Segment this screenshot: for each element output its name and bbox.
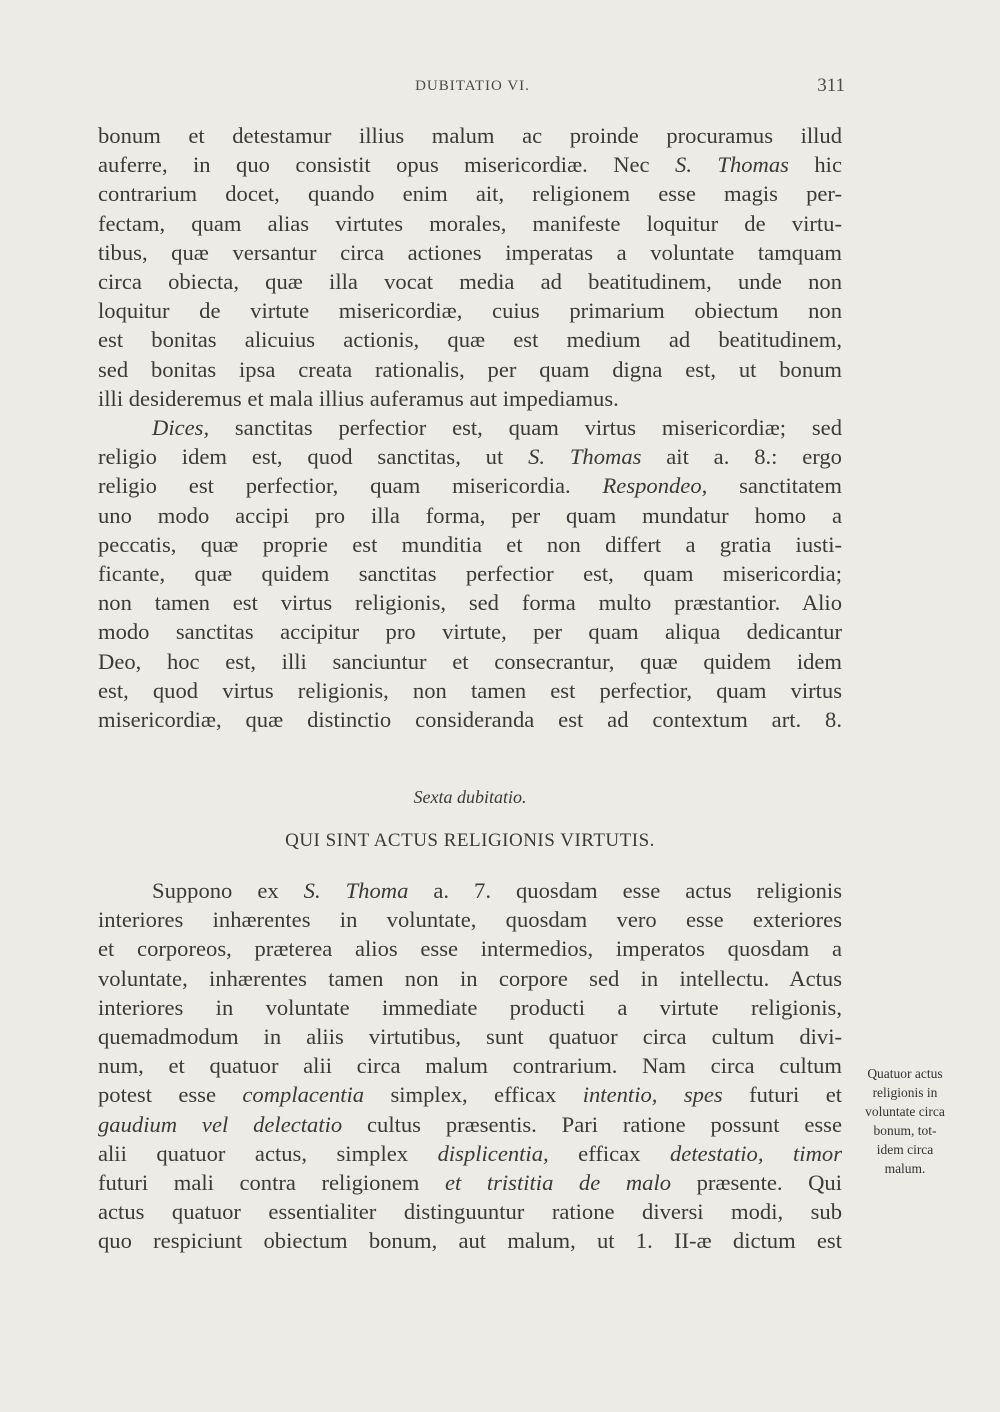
text-line: non tamen est virtus religionis, sed forma multo præstantior. Alio <box>98 590 842 616</box>
section-subtitle: Sexta dubitatio. <box>413 787 527 807</box>
text-line: misericordiæ, quæ distinctio consideranda est ad contextum art. 8. <box>98 707 842 733</box>
running-head-title: DUBITATIO VI. <box>415 78 530 94</box>
text-line: interiores in voluntate immediate producti a virtute religionis, <box>98 994 842 1020</box>
running-head <box>100 72 845 102</box>
text-line: contrarium docet, quando enim ait, religionem esse magis per- <box>98 181 842 207</box>
margin-note <box>846 1064 964 1178</box>
text-line: bonum et detestamur illius malum ac proinde procuramus illud <box>98 123 842 148</box>
text-line: potest esse complacentia simplex, efficax intentio, spes futuri et <box>98 1082 842 1108</box>
text-line: num, et quatuor alii circa malum contrarium. Nam circa cultum <box>98 1053 842 1079</box>
text-line: circa obiecta, quæ illa vocat media ad beatitudinem, unde non <box>98 269 842 295</box>
margin-note-line: malum. <box>884 1161 926 1176</box>
text-line: religio est perfectior, quam misericordia. Respondeo, sanctitatem <box>98 473 842 499</box>
text-line: actus quatuor essentialiter distinguuntur ratione diversi modi, sub <box>98 1199 842 1225</box>
text-line: peccatis, quæ proprie est munditia et non differt a gratia iusti- <box>98 531 842 557</box>
margin-note-line: idem circa <box>876 1142 934 1157</box>
page-number: 311 <box>817 75 845 96</box>
section-title: QUI SINT ACTUS RELIGIONIS VIRTUTIS. <box>285 830 655 851</box>
text-line: est bonitas alicuius actionis, quæ est medium ad beatitudinem, <box>98 327 842 353</box>
margin-note-line: religionis in <box>872 1085 938 1100</box>
text-line: est, quod virtus religionis, non tamen est perfectior, quam virtus <box>98 677 842 703</box>
text-line: voluntate, inhærentes tamen non in corpore sed in intellectu. Actus <box>98 965 842 991</box>
text-line: quemadmodum in aliis virtutibus, sunt quatuor circa cultum divi- <box>98 1024 842 1050</box>
text-line: Suppono ex S. Thoma a. 7. quosdam esse actus religionis <box>152 878 842 903</box>
paragraph-1 <box>98 121 842 413</box>
text-line: interiores inhærentes in voluntate, quosdam vero esse exteriores <box>98 907 842 933</box>
text-line: fectam, quam alias virtutes morales, manifeste loquitur de virtu- <box>98 210 842 236</box>
text-line: alii quatuor actus, simplex displicentia, efficax detestatio, timor <box>98 1140 842 1166</box>
text-line: Dices, sanctitas perfectior est, quam virtus misericordiæ; sed <box>152 415 842 440</box>
margin-note-line: Quatuor actus <box>867 1066 943 1081</box>
text-line: tibus, quæ versantur circa actiones imperatas a voluntate tamquam <box>98 239 842 265</box>
text-line: modo sanctitas accipitur pro virtute, per quam aliqua dedicantur <box>98 619 842 645</box>
text-line: auferre, in quo consistit opus misericordiæ. Nec S. Thomas hic <box>98 152 842 178</box>
text-line: loquitur de virtute misericordiæ, cuius primarium obiectum non <box>98 298 842 324</box>
paragraph-3 <box>98 876 842 1256</box>
margin-note-line: voluntate circa <box>865 1104 945 1119</box>
text-line: gaudium vel delectatio cultus præsentis. Pari ratione possunt esse <box>98 1111 842 1137</box>
text-line: futuri mali contra religionem et tristitia de malo præsente. Qui <box>98 1170 842 1196</box>
text-line: et corporeos, præterea alios esse intermedios, imperatos quosdam a <box>98 936 842 962</box>
text-line: uno modo accipi pro illa forma, per quam mundatur homo a <box>98 502 842 528</box>
text-line: quo respiciunt obiectum bonum, aut malum, ut 1. II-æ dictum est <box>98 1228 842 1254</box>
text-line: Deo, hoc est, illi sanciuntur et consecrantur, quæ quidem idem <box>98 648 842 674</box>
paragraph-2 <box>98 413 842 734</box>
text-line: religio idem est, quod sanctitas, ut S. Thomas ait a. 8.: ergo <box>98 444 842 470</box>
text-line: ficante, quæ quidem sanctitas perfectior est, quam misericordia; <box>98 561 842 587</box>
text-line: sed bonitas ipsa creata rationalis, per quam digna est, ut bonum <box>98 356 842 382</box>
text-line: illi desideremus et mala illius auferamus aut impediamus. <box>98 385 619 411</box>
margin-note-line: bonum, tot- <box>873 1123 937 1138</box>
